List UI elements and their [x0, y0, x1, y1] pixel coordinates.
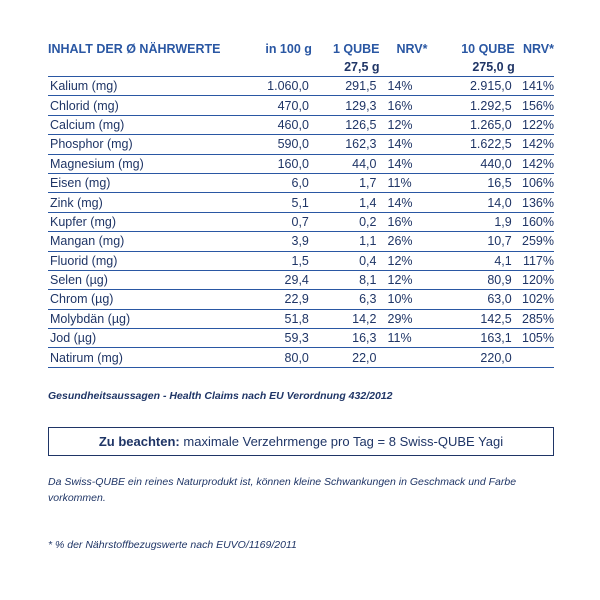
value-1-qube: 1,4 — [312, 193, 380, 212]
nrv-10-qube: 120% — [515, 270, 554, 289]
value-1-qube: 1,1 — [312, 232, 380, 251]
nrv-1-qube: 29% — [380, 309, 428, 328]
health-claims-note: Gesundheitsaussagen - Health Claims nach EU Verordnung 432/2012 — [48, 390, 393, 402]
value-1-qube: 162,3 — [312, 135, 380, 154]
header-10-qube: 10 QUBE — [461, 42, 515, 56]
nrv-1-qube: 10% — [380, 290, 428, 309]
value-per-100g: 51,8 — [222, 309, 311, 328]
nrv-1-qube: 16% — [380, 96, 428, 115]
nutrient-name: Molybdän (µg) — [48, 309, 222, 328]
nrv-10-qube: 136% — [515, 193, 554, 212]
nrv-10-qube: 117% — [515, 251, 554, 270]
value-1-qube: 8,1 — [312, 270, 380, 289]
value-per-100g: 5,1 — [222, 193, 311, 212]
table-row — [48, 232, 554, 251]
nrv-1-qube: 12% — [380, 270, 428, 289]
table-row — [48, 309, 554, 328]
value-per-100g: 460,0 — [222, 115, 311, 134]
value-10-qube: 4,1 — [427, 251, 514, 270]
table-row — [48, 77, 554, 96]
header-per-100g: in 100 g — [265, 42, 312, 56]
nutrient-name: Calcium (mg) — [48, 115, 222, 134]
nutrient-name: Zink (mg) — [48, 193, 222, 212]
nrv-10-qube: 160% — [515, 212, 554, 231]
header-1-qube-weight: 27,5 g — [344, 60, 380, 74]
value-1-qube: 22,0 — [312, 348, 380, 367]
table-row — [48, 135, 554, 154]
table-row — [48, 173, 554, 192]
value-per-100g: 80,0 — [222, 348, 311, 367]
value-10-qube: 63,0 — [427, 290, 514, 309]
table-row — [48, 115, 554, 134]
value-10-qube: 1.265,0 — [427, 115, 514, 134]
value-1-qube: 1,7 — [312, 173, 380, 192]
header-1-qube: 1 QUBE — [332, 42, 380, 56]
table-row — [48, 270, 554, 289]
nutrient-name: Fluorid (mg) — [48, 251, 222, 270]
value-1-qube: 0,2 — [312, 212, 380, 231]
table-subheader-row — [48, 58, 554, 77]
value-per-100g: 3,9 — [222, 232, 311, 251]
value-1-qube: 16,3 — [312, 329, 380, 348]
nutrient-name: Kupfer (mg) — [48, 212, 222, 231]
value-10-qube: 14,0 — [427, 193, 514, 212]
value-10-qube: 10,7 — [427, 232, 514, 251]
nrv-1-qube: 14% — [380, 135, 428, 154]
nutrient-name: Jod (µg) — [48, 329, 222, 348]
nrv-10-qube: 156% — [515, 96, 554, 115]
table-body — [48, 77, 554, 368]
value-10-qube: 2.915,0 — [427, 77, 514, 96]
value-10-qube: 163,1 — [427, 329, 514, 348]
nrv-1-qube: 12% — [380, 115, 428, 134]
nrv-1-qube: 16% — [380, 212, 428, 231]
value-1-qube: 6,3 — [312, 290, 380, 309]
nutrient-name: Natirum (mg) — [48, 348, 222, 367]
value-1-qube: 44,0 — [312, 154, 380, 173]
value-per-100g: 1,5 — [222, 251, 311, 270]
nrv-1-qube: 26% — [380, 232, 428, 251]
nutrient-name: Selen (µg) — [48, 270, 222, 289]
header-nutrient: INHALT DER Ø NÄHRWERTE — [48, 42, 221, 56]
table-row — [48, 251, 554, 270]
value-per-100g: 6,0 — [222, 173, 311, 192]
value-per-100g: 59,3 — [222, 329, 311, 348]
value-10-qube: 142,5 — [427, 309, 514, 328]
nutrient-name: Chrom (µg) — [48, 290, 222, 309]
value-1-qube: 0,4 — [312, 251, 380, 270]
nrv-10-qube: 142% — [515, 154, 554, 173]
nrv-footnote: * % der Nährstoffbezugswerte nach EUVO/1169/2011 — [48, 539, 297, 551]
value-per-100g: 29,4 — [222, 270, 311, 289]
header-10-qube-weight: 275,0 g — [472, 60, 515, 74]
value-per-100g: 160,0 — [222, 154, 311, 173]
value-1-qube: 14,2 — [312, 309, 380, 328]
natural-product-note: Da Swiss-QUBE ein reines Naturprodukt ist, können kleine Schwankungen in Geschmack und Farbe vorkommen. — [48, 476, 517, 504]
max-intake-notice — [48, 427, 554, 456]
value-10-qube: 1.292,5 — [427, 96, 514, 115]
table-row — [48, 329, 554, 348]
value-10-qube: 440,0 — [427, 154, 514, 173]
table-row — [48, 193, 554, 212]
nrv-1-qube: 14% — [380, 193, 428, 212]
nrv-1-qube: 11% — [380, 329, 428, 348]
nrv-10-qube: 142% — [515, 135, 554, 154]
value-per-100g: 22,9 — [222, 290, 311, 309]
value-1-qube: 291,5 — [312, 77, 380, 96]
value-per-100g: 590,0 — [222, 135, 311, 154]
value-per-100g: 1.060,0 — [222, 77, 311, 96]
nutrition-table — [48, 40, 554, 368]
table-header-row — [48, 40, 554, 58]
nutrition-section — [48, 40, 554, 368]
nutrient-name: Phosphor (mg) — [48, 135, 222, 154]
nrv-1-qube: 14% — [380, 154, 428, 173]
nrv-1-qube: 12% — [380, 251, 428, 270]
nrv-10-qube: 122% — [515, 115, 554, 134]
header-nrv-1: NRV* — [396, 42, 428, 56]
table-row — [48, 290, 554, 309]
nrv-10-qube: 102% — [515, 290, 554, 309]
value-10-qube: 16,5 — [427, 173, 514, 192]
value-10-qube: 220,0 — [427, 348, 514, 367]
table-row — [48, 154, 554, 173]
value-10-qube: 80,9 — [427, 270, 514, 289]
nutrient-name: Kalium (mg) — [48, 77, 222, 96]
notice-text: maximale Verzehrmenge pro Tag = 8 Swiss-QUBE Yagi — [183, 434, 504, 449]
value-per-100g: 0,7 — [222, 212, 311, 231]
nrv-1-qube: 14% — [380, 77, 428, 96]
header-nrv-10: NRV* — [522, 42, 554, 56]
table-row — [48, 96, 554, 115]
value-per-100g: 470,0 — [222, 96, 311, 115]
nrv-10-qube: 105% — [515, 329, 554, 348]
notice-label: Zu beachten: — [98, 434, 180, 449]
table-row — [48, 212, 554, 231]
value-1-qube: 126,5 — [312, 115, 380, 134]
value-10-qube: 1.622,5 — [427, 135, 514, 154]
nutrient-name: Eisen (mg) — [48, 173, 222, 192]
nrv-10-qube: 285% — [515, 309, 554, 328]
nrv-1-qube — [380, 348, 428, 367]
nutrient-name: Mangan (mg) — [48, 232, 222, 251]
value-10-qube: 1,9 — [427, 212, 514, 231]
nrv-1-qube: 11% — [380, 173, 428, 192]
nutrient-name: Chlorid (mg) — [48, 96, 222, 115]
value-1-qube: 129,3 — [312, 96, 380, 115]
table-row — [48, 348, 554, 367]
nutrient-name: Magnesium (mg) — [48, 154, 222, 173]
nrv-10-qube — [515, 348, 554, 367]
nrv-10-qube: 259% — [515, 232, 554, 251]
nrv-10-qube: 141% — [515, 77, 554, 96]
nrv-10-qube: 106% — [515, 173, 554, 192]
